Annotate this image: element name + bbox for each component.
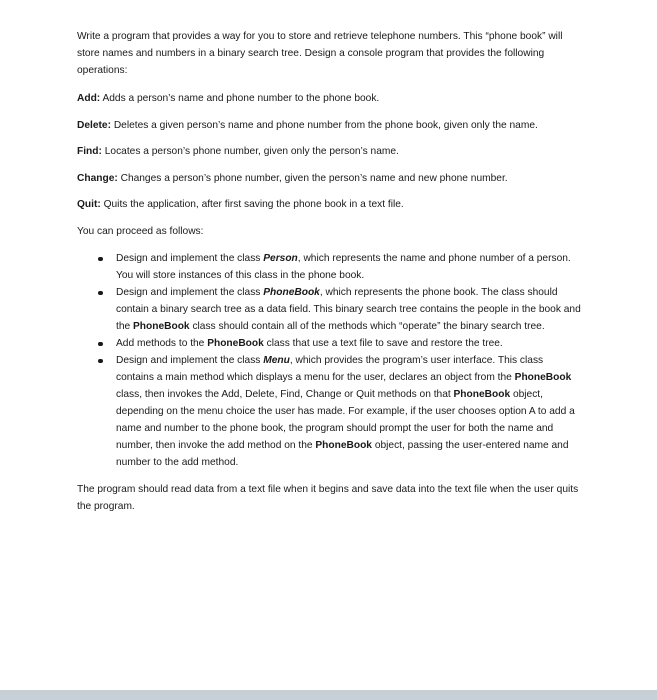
class-name-phonebook: PhoneBook <box>263 286 320 298</box>
task-item-save-restore: Add methods to the PhoneBook class that use a text file to save and restore the tree. <box>77 335 582 352</box>
operation-label: Find: <box>77 146 102 157</box>
class-name-person: Person <box>263 252 298 264</box>
operation-label: Quit: <box>77 199 101 210</box>
operation-delete <box>77 117 582 134</box>
class-name-menu: Menu <box>263 354 290 366</box>
operation-quit <box>77 196 582 213</box>
operation-desc: Quits the application, after first saving the phone book in a text file. <box>100 199 404 210</box>
proceed-paragraph: You can proceed as follows: <box>77 225 204 237</box>
task-item-person: Design and implement the class Person, which represents the name and phone number of a person. You will store instances of this class in the phone book. <box>77 250 582 284</box>
task-item-menu: Design and implement the class Menu, which provides the program’s user interface. This class contains a main method which displays a menu for the user, declares an object from the PhoneBook class, then invokes the Add, Delete, Find, Change or Quit methods on that PhoneBook object, depending on the menu choice the user has made. For example, if the user chooses option A to add a name and number to the phone book, the program should prompt the user for both the name and number, then invoke the add method on the PhoneBook object, passing the user-entered name and number to the add method. <box>77 352 582 471</box>
task-list <box>77 250 582 471</box>
operation-label: Add: <box>77 93 101 104</box>
operation-desc: Changes a person’s phone number, given the person’s name and new phone number. <box>117 172 508 184</box>
class-name-phonebook: PhoneBook <box>514 371 572 383</box>
intro-paragraph: Write a program that provides a way for you to store and retrieve telephone numbers. This “phone book” will store names and numbers in a binary search tree. Design a console program that provides the following operations: <box>77 31 563 76</box>
class-name-phonebook: PhoneBook <box>453 388 511 400</box>
operation-desc: Adds a person’s name and phone number to the phone book. <box>100 93 380 104</box>
class-name-phonebook: PhoneBook <box>315 439 372 451</box>
operation-add <box>77 90 582 107</box>
operation-change <box>77 170 582 187</box>
bottom-scroll-bar <box>0 690 657 700</box>
operation-label: Delete: <box>77 119 111 131</box>
class-name-phonebook: PhoneBook <box>207 337 264 349</box>
class-name-phonebook: PhoneBook <box>133 320 190 332</box>
assignment-text <box>77 28 582 525</box>
operation-desc: Deletes a given person’s name and phone number from the phone book, given only the name. <box>110 119 538 131</box>
operation-find <box>77 143 582 160</box>
task-item-phonebook: Design and implement the class PhoneBook, which represents the phone book. The class should contain a binary search tree as a data field. This binary search tree contains the people in the book and the PhoneBook class should contain all of the methods which “operate” the binary search tree. <box>77 284 582 335</box>
outro-paragraph: The program should read data from a text file when it begins and save data into the text file when the user quits the program. <box>77 483 579 512</box>
operation-desc: Locates a person’s phone number, given only the person’s name. <box>101 146 399 157</box>
operation-label: Change: <box>77 172 118 184</box>
